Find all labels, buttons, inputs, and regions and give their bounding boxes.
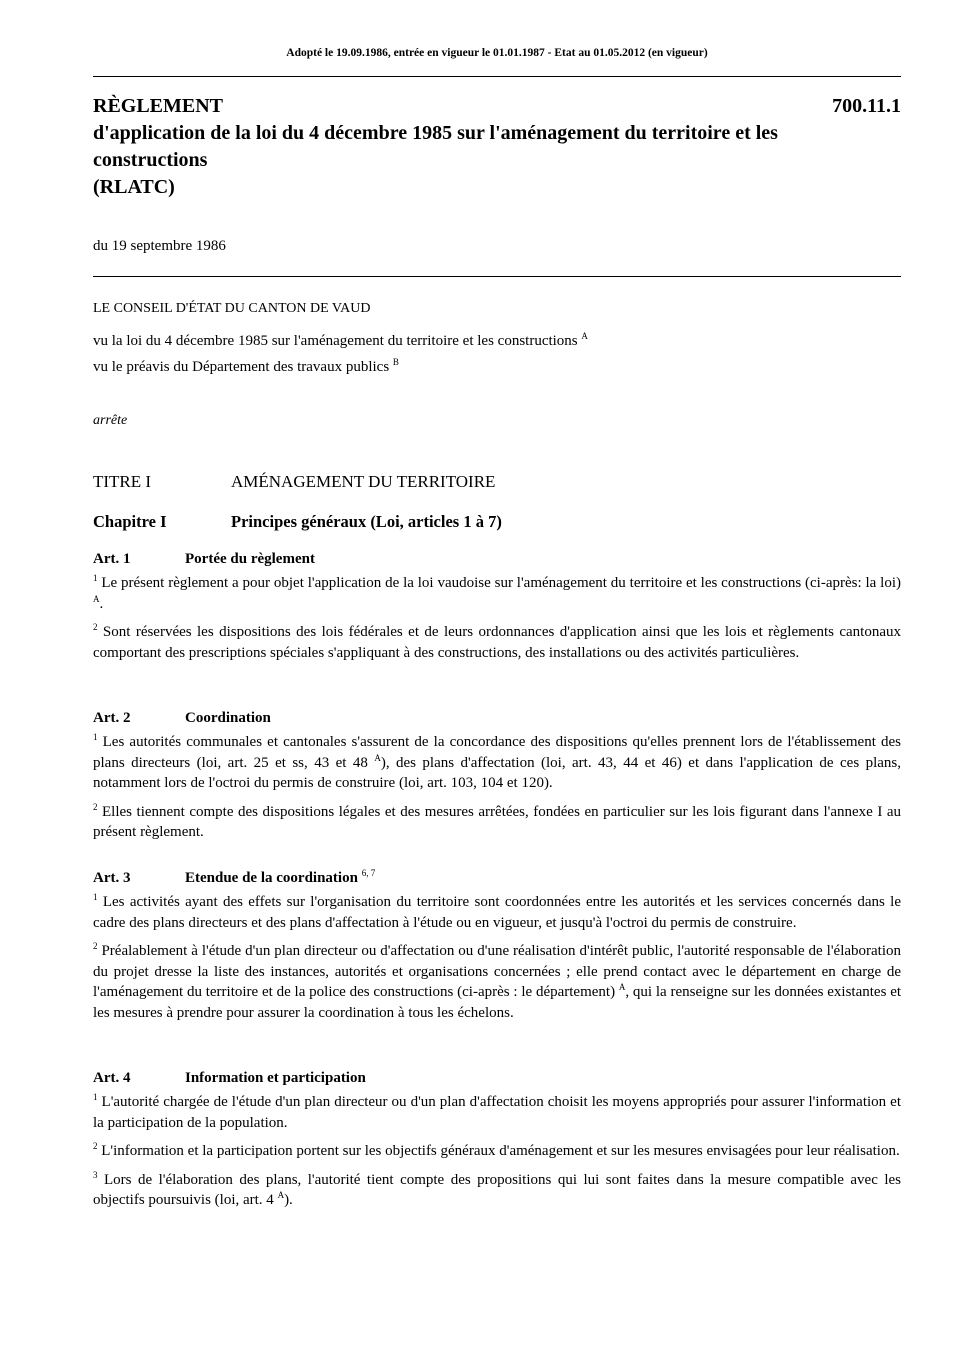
paragraph-number: 2 xyxy=(93,801,98,812)
paragraph-text-end: , qui la renseigne sur les données existantes et les mesures à prendre pour assurer la coordination à tous les échelons. xyxy=(93,984,902,1021)
title-number: 700.11.1 xyxy=(832,95,901,117)
footnote-ref: A xyxy=(618,982,626,992)
chapitre-heading xyxy=(93,512,901,532)
paragraph xyxy=(93,1092,901,1133)
paragraph-number: 1 xyxy=(93,1092,98,1102)
paragraph xyxy=(93,1141,901,1162)
vu1-note: A xyxy=(581,331,588,341)
paragraph xyxy=(93,892,901,933)
paragraph xyxy=(93,573,901,614)
decree-word: arrête xyxy=(93,413,128,428)
paragraph-text: Elles tiennent compte des dispositions légales et des mesures arrêtées, fondées en particulier sur les lois figurant dans l'annexe I au présent règlement. xyxy=(93,803,901,840)
title-abbrev: (RLATC) xyxy=(93,176,175,198)
paragraph xyxy=(93,622,901,663)
paragraph-number: 1 xyxy=(93,573,98,583)
paragraph-number: 2 xyxy=(93,1141,98,1151)
titre-name: AMÉNAGEMENT DU TERRITOIRE xyxy=(231,472,496,491)
title-subtitle: d'application de la loi du 4 décembre 1985 sur l'aménagement du territoire et les constructions xyxy=(93,122,778,171)
paragraph-text: L'information et la participation portent sur les objectifs généraux d'aménagement et sur les mesures envisagées pour leur réalisation. xyxy=(101,1143,900,1159)
paragraph xyxy=(93,732,901,794)
preamble-authority xyxy=(93,298,901,320)
adoption-date: du 19 septembre 1986 xyxy=(93,238,226,254)
vu2-text: vu le préavis du Département des travaux publics xyxy=(93,358,390,375)
article-title xyxy=(185,868,375,888)
status-line: Adopté le 19.09.1986, entrée en vigueur le 01.01.1987 - Etat au 01.05.2012 (en vigueur) xyxy=(286,47,708,59)
paragraph xyxy=(93,802,901,843)
paragraph-text-end: ), des plans d'affectation (loi, art. 43, 44 et 46) et dans l'application de ces plans, notamment lors de l'octroi du permis de construire (loi, art. 103, 104 et 120). xyxy=(93,754,901,791)
article-number: Art. 4 xyxy=(93,1070,131,1086)
footnote-ref: A xyxy=(93,593,100,604)
paragraph-number: 3 xyxy=(93,1169,98,1180)
paragraph xyxy=(93,941,901,1023)
article-number: Art. 1 xyxy=(93,551,131,567)
vu1-text: vu la loi du 4 décembre 1985 sur l'aménagement du territoire et les constructions xyxy=(93,333,578,349)
paragraph-text: Les autorités communales et cantonales s'assurent de la concordance des dispositions qu'elles prennent lors de l'établissement des plans directeurs (loi, art. 25 et ss, 43 et 48 xyxy=(93,734,901,771)
paragraph xyxy=(93,1170,901,1211)
date-rule xyxy=(93,276,901,277)
article-1 xyxy=(93,549,901,663)
article-title: Portée du règlement xyxy=(185,551,315,567)
vu2-note: B xyxy=(392,356,399,367)
article-title-text: Etendue de la coordination xyxy=(185,870,358,886)
article-number: Art. 2 xyxy=(93,710,131,726)
paragraph-text: L'autorité chargée de l'étude d'un plan directeur ou d'un plan d'affectation choisit les moyens appropriés pour assurer l'information et la participation de la population. xyxy=(93,1094,902,1131)
article-3 xyxy=(93,868,901,1023)
article-4 xyxy=(93,1068,901,1211)
preamble-vu xyxy=(93,331,901,377)
article-title: Information et participation xyxy=(185,1070,366,1086)
titre-heading xyxy=(93,472,901,492)
paragraph-text: Lors de l'élaboration des plans, l'autorité tient compte des propositions qui lui sont faites dans la mesure compatible avec les objectifs poursuivis (loi, art. 4 xyxy=(93,1171,902,1208)
footnote-ref: A xyxy=(277,1190,285,1200)
paragraph-text-end: . xyxy=(99,595,104,612)
paragraph-number: 2 xyxy=(93,941,98,951)
article-title: Coordination xyxy=(185,710,271,726)
chapitre-name: Principes généraux (Loi, articles 1 à 7) xyxy=(231,512,502,531)
paragraph-text: Les activités ayant des effets sur l'organisation du territoire sont coordonnées entre les autorités et les services concernés dans le cadre des plans directeurs et des plans d'affectation à l'étude ou en vigueur, et jusqu'à l'octroi du permis de construire. xyxy=(93,894,901,931)
chapitre-label: Chapitre I xyxy=(93,512,167,531)
paragraph-number: 1 xyxy=(93,892,98,902)
paragraph-text: Le présent règlement a pour objet l'application de la loi vaudoise sur l'aménagement du territoire et les constructions (ci-après: la loi) xyxy=(101,575,901,591)
article-number: Art. 3 xyxy=(93,870,131,886)
title-block xyxy=(93,93,901,201)
paragraph-number: 1 xyxy=(93,732,98,742)
paragraph-text: Préalablement à l'étude d'un plan directeur ou d'affectation ou d'une réalisation d'intérêt public, l'autorité responsable de l'élaboration du projet dresse la liste des instances, autorités et organisations concernées ; elle prend contact avec le département en charge de l'aménagement du territoire et de la police des constructions (ci-après : le département) xyxy=(93,943,902,1000)
authority-text: LE CONSEIL D'ÉTAT DU CANTON DE VAUD xyxy=(93,301,371,316)
paragraph-text-end: ). xyxy=(284,1192,293,1208)
paragraph-text: Sont réservées les dispositions des lois fédérales et de leurs ordonnances d'application ainsi que les lois et règlements cantonaux comportant des prescriptions spéciales s'appliquant à des constructions, des installations ou des activités particulières. xyxy=(93,624,901,661)
footnote-ref: A xyxy=(374,752,381,763)
titre-label: TITRE I xyxy=(93,472,152,491)
article-2 xyxy=(93,708,901,843)
paragraph-number: 2 xyxy=(93,622,98,632)
top-rule xyxy=(93,76,901,77)
footnote-ref: 6, 7 xyxy=(361,868,376,878)
title-kind: RÈGLEMENT xyxy=(93,95,224,117)
